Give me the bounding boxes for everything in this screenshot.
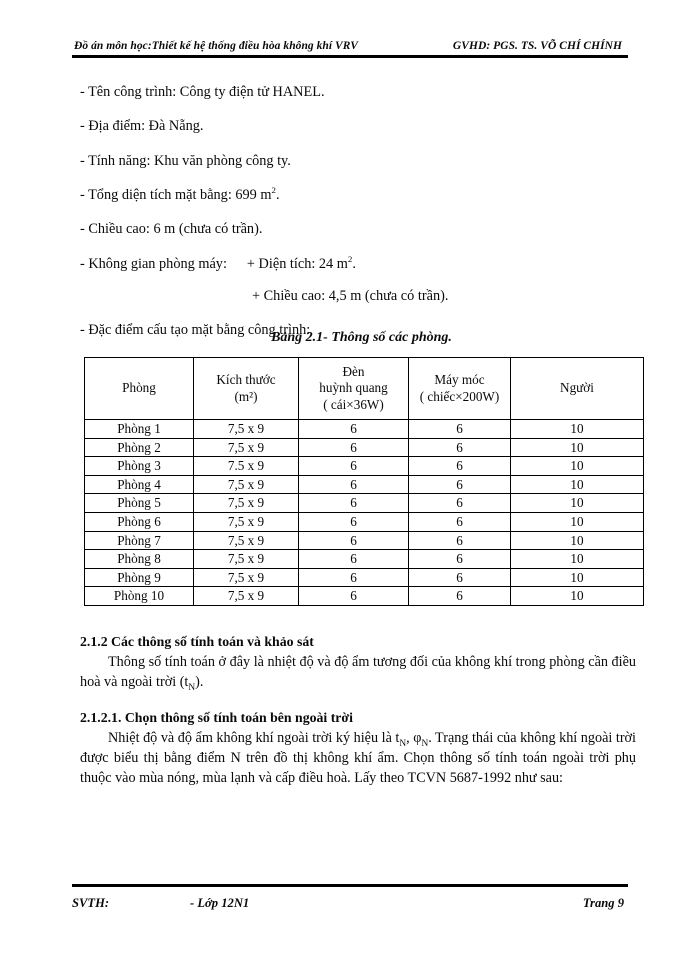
list-item-tail: . [275,187,280,204]
list-item-text: - Không gian phòng máy: [80,255,227,272]
list-item: - Địa điểm: Đà Nẵng. [80,118,204,135]
cell-machine: 6 [409,457,511,476]
cell-room: Phòng 4 [85,475,194,494]
cell-size: 7,5 x 9 [194,420,299,439]
column-header-line1: Máy móc [434,372,485,388]
section-paragraph-212 [80,652,636,693]
table-header [85,358,644,420]
header-divider-rule [72,55,628,58]
rooms-table-container [84,357,643,606]
cell-people: 10 [511,457,644,476]
cell-machine: 6 [409,550,511,569]
cell-lamp: 6 [299,568,409,587]
rooms-table [84,357,644,606]
page-header [72,40,628,58]
cell-machine: 6 [409,568,511,587]
cell-lamp: 6 [299,550,409,569]
cell-room: Phòng 8 [85,550,194,569]
superscript-square: 2 [347,254,353,265]
cell-machine: 6 [409,512,511,531]
page-footer-row [72,896,628,911]
column-header-people [511,358,644,420]
cell-size: 7,5 x 9 [194,475,299,494]
cell-lamp: 6 [299,457,409,476]
table-row [85,531,644,550]
project-spec-list [80,84,636,356]
footer-page-number: Trang 9 [582,896,624,910]
cell-machine: 6 [409,438,511,457]
cell-size: 7,5 x 9 [194,438,299,457]
cell-people: 10 [511,438,644,457]
column-header-line2: ( chiếc×200W) [419,388,500,404]
cell-people: 10 [511,568,644,587]
cell-people: 10 [511,531,644,550]
cell-size: 7,5 x 9 [194,568,299,587]
sections-block [80,634,636,788]
list-item-second: + Diện tích: 24 m [246,255,348,272]
column-header-line1: Phòng [122,380,156,396]
cell-size: 7,5 x 9 [194,494,299,513]
cell-room: Phòng 3 [85,457,194,476]
column-header-line3: ( cái×36W) [323,396,384,412]
page-header-row [72,40,628,52]
footer-svth-label: SVTH: [72,896,110,910]
cell-size: 7,5 x 9 [194,531,299,550]
column-header-line1: Đèn [342,363,365,379]
cell-size: 7.5 x 9 [194,457,299,476]
cell-lamp: 6 [299,438,409,457]
section-heading-212: 2.1.2 Các thông số tính toán và khảo sát [80,634,314,649]
subscript-n: N [188,683,196,694]
table-row [85,587,644,606]
paragraph-text-post: . Trạng thái của không khí ngoài trời được biểu thị bằng điểm N trên đồ thị không khí ẩm. Chọn thông số tính toán ngoài trời phụ thuộc vào mùa nóng, mùa lạnh và cấp điều hoà. Lấy theo TCVN 5687-1992 như sau: [80,729,636,787]
paragraph-text-mid: , φ [406,729,422,746]
list-item: - Tính năng: Khu văn phòng công ty. [80,152,291,169]
footer-divider-rule [72,884,628,887]
cell-size: 7,5 x 9 [194,512,299,531]
cell-people: 10 [511,512,644,531]
column-header-line2: (m²) [234,388,258,404]
column-header-line1: Kích thước [216,372,276,388]
table-header-row [85,358,644,420]
table-body [85,420,644,606]
cell-lamp: 6 [299,531,409,550]
column-header-line2: huỳnh quang [319,380,388,396]
table-row [85,475,644,494]
cell-room: Phòng 2 [85,438,194,457]
list-item [80,256,636,274]
cell-machine: 6 [409,475,511,494]
page-footer [72,884,628,911]
column-header-machine [409,358,511,420]
section-heading-2121: 2.1.2.1. Chọn thông số tính toán bên ngoài trời [80,709,353,725]
list-item [80,187,636,205]
column-header-room [85,358,194,420]
subscript-n: N [399,738,407,749]
cell-machine: 6 [409,420,511,439]
column-header-size [194,358,299,420]
paragraph-text-post: ). [195,674,204,691]
paragraph-text-pre: Thông số tính toán ở đây là nhiệt độ và độ ẩm tương đối của không khí trong phòng cần điều hoà và ngoài trời (t [80,654,636,691]
cell-people: 10 [511,475,644,494]
list-item: - Chiều cao: 6 m (chưa có trần). [80,221,263,238]
cell-lamp: 6 [299,512,409,531]
cell-lamp: 6 [299,587,409,606]
table-caption: Bảng 2.1- Thông số các phòng. [271,330,452,345]
cell-room: Phòng 5 [85,494,194,513]
cell-room: Phòng 9 [85,568,194,587]
list-item-text: - Tổng diện tích mặt bằng: 699 m [80,187,272,204]
table-row [85,438,644,457]
cell-size: 7,5 x 9 [194,550,299,569]
cell-machine: 6 [409,587,511,606]
cell-room: Phòng 7 [85,531,194,550]
header-title-right: GVHD: PGS. TS. VÕ CHÍ CHÍNH [452,40,622,52]
cell-lamp: 6 [299,420,409,439]
cell-people: 10 [511,420,644,439]
section-paragraph-2121 [80,728,636,789]
list-item: - Tên công trình: Công ty điện tử HANEL. [80,84,325,100]
cell-people: 10 [511,587,644,606]
cell-people: 10 [511,550,644,569]
table-row [85,512,644,531]
header-title-left: Đồ án môn học:Thiết kế hệ thống điều hòa không khí VRV [74,40,358,52]
paragraph-text-pre: Nhiệt độ và độ ẩm không khí ngoài trời ký hiệu là t [108,729,400,746]
column-header-line1: Người [560,380,594,396]
cell-room: Phòng 10 [85,587,194,606]
cell-lamp: 6 [299,475,409,494]
cell-room: Phòng 1 [85,420,194,439]
footer-class-label: - Lớp 12N1 [190,896,250,910]
list-item-tail: . [352,255,356,272]
table-row [85,457,644,476]
cell-machine: 6 [409,494,511,513]
superscript-square: 2 [271,185,276,196]
cell-machine: 6 [409,531,511,550]
cell-people: 10 [511,494,644,513]
cell-lamp: 6 [299,494,409,513]
column-header-lamp [299,358,409,420]
cell-size: 7,5 x 9 [194,587,299,606]
cell-room: Phòng 6 [85,512,194,531]
table-row [85,550,644,569]
table-row [85,420,644,439]
list-item: - Đặc điểm cấu tạo mặt bằng công trình: [80,322,311,339]
list-item: + Chiều cao: 4,5 m (chưa có trần). [252,287,449,304]
table-row [85,494,644,513]
subscript-n-2: N [421,738,429,749]
table-row [85,568,644,587]
